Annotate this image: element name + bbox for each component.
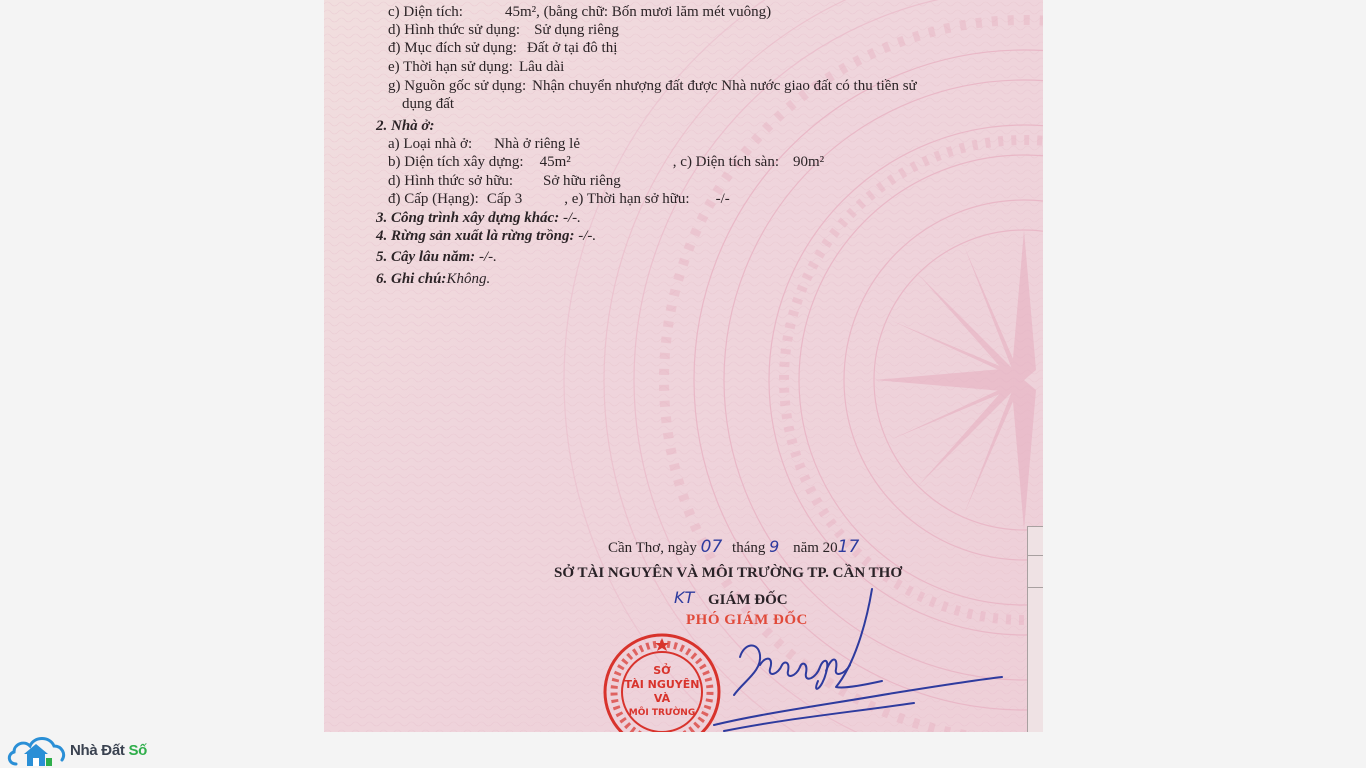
place-date-prefix: Cần Thơ, ngày <box>608 540 697 556</box>
month-label: tháng <box>732 540 766 556</box>
land-origin-value-line1: Nhận chuyển nhượng đất được Nhà nước giao đất có thu tiền sử <box>532 78 917 94</box>
note-row <box>376 270 490 288</box>
house-ownership-value: Sở hữu riêng <box>543 173 621 189</box>
house-term-label: , e) Thời hạn sở hữu: <box>564 191 690 207</box>
planted-forest-label: 4. Rừng sản xuất là rừng trồng: <box>376 228 575 244</box>
edge-divider <box>1028 587 1043 588</box>
house-heading: 2. Nhà ở: <box>376 118 435 134</box>
land-term-row <box>388 58 564 76</box>
other-construction-value: -/-. <box>562 210 581 226</box>
house-ownership-label: d) Hình thức sở hữu: <box>388 173 514 189</box>
land-use-form-row <box>388 21 619 39</box>
land-origin-value-line2: dụng đất <box>402 96 455 112</box>
handwritten-signature <box>704 585 1004 732</box>
handwritten-kt-note: KT <box>674 588 695 607</box>
house-ownership-row <box>388 172 621 190</box>
other-construction-row <box>376 209 581 227</box>
land-origin-label: g) Nguồn gốc sử dụng: <box>388 78 527 94</box>
land-area-value: 45m², (bằng chữ: Bốn mươi lăm mét vuông) <box>504 4 772 20</box>
land-origin-row <box>388 77 917 95</box>
land-purpose-row <box>388 39 617 57</box>
land-area-label: c) Diện tích: <box>388 4 463 20</box>
house-grade-row <box>388 190 730 208</box>
land-origin-continued <box>402 95 454 113</box>
house-floor-area-label: , c) Diện tích sàn: <box>672 154 779 170</box>
handwritten-day: 07 <box>700 537 723 557</box>
cloud-house-icon <box>6 732 68 768</box>
year-label: năm 20 <box>793 540 838 556</box>
house-grade-label: đ) Cấp (Hạng): <box>388 191 479 207</box>
land-term-label: e) Thời hạn sử dụng: <box>388 59 513 75</box>
house-grade-value: Cấp 3 <box>486 191 523 207</box>
seal-line-4: MÔI TRƯỜNG <box>628 708 696 718</box>
place-date-line <box>608 538 859 557</box>
perennial-trees-row <box>376 248 497 266</box>
note-value: Không. <box>446 271 491 287</box>
land-area-row <box>388 3 771 21</box>
brand-name-main: Nhà Đất <box>70 741 129 759</box>
perennial-trees-value: -/-. <box>478 249 497 265</box>
seal-line-3: VÀ <box>653 692 671 705</box>
seal-line-2: TÀI NGUYÊN <box>624 678 700 691</box>
house-type-row <box>388 135 580 153</box>
house-type-value: Nhà ở riêng lẻ <box>494 136 580 152</box>
land-use-form-value: Sử dụng riêng <box>534 22 619 38</box>
house-build-area-value: 45m² <box>539 154 571 170</box>
house-term-value: -/- <box>715 191 730 207</box>
brand-name <box>70 742 147 759</box>
land-certificate-page <box>324 0 1043 732</box>
land-purpose-label: đ) Mục đích sử dụng: <box>388 40 517 56</box>
deputy-director-title: PHÓ GIÁM ĐỐC <box>686 612 808 628</box>
brand-logo <box>6 732 147 768</box>
planted-forest-row <box>376 227 596 245</box>
edge-divider <box>1028 555 1043 556</box>
page-edge-tab <box>1027 526 1043 732</box>
house-build-area-label: b) Diện tích xây dựng: <box>388 154 524 170</box>
handwritten-year: 17 <box>837 537 860 557</box>
director-title: GIÁM ĐỐC <box>708 592 788 608</box>
house-floor-area-value: 90m² <box>793 154 825 170</box>
perennial-trees-label: 5. Cây lâu năm: <box>376 249 476 265</box>
land-term-value: Lâu dài <box>518 59 565 75</box>
land-purpose-value: Đất ở tại đô thị <box>526 40 618 56</box>
land-use-form-label: d) Hình thức sử dụng: <box>388 22 521 38</box>
issuing-agency: SỞ TÀI NGUYÊN VÀ MÔI TRƯỜNG TP. CẦN THƠ <box>554 565 902 581</box>
handwritten-month: 9 <box>769 537 780 556</box>
other-construction-label: 3. Công trình xây dựng khác: <box>376 210 560 226</box>
note-label: 6. Ghi chú: <box>376 271 447 287</box>
house-area-row <box>388 153 824 171</box>
house-type-label: a) Loại nhà ở: <box>388 136 473 152</box>
planted-forest-value: -/-. <box>578 228 597 244</box>
seal-line-1: SỞ <box>653 664 671 677</box>
brand-name-accent: Số <box>128 741 148 759</box>
